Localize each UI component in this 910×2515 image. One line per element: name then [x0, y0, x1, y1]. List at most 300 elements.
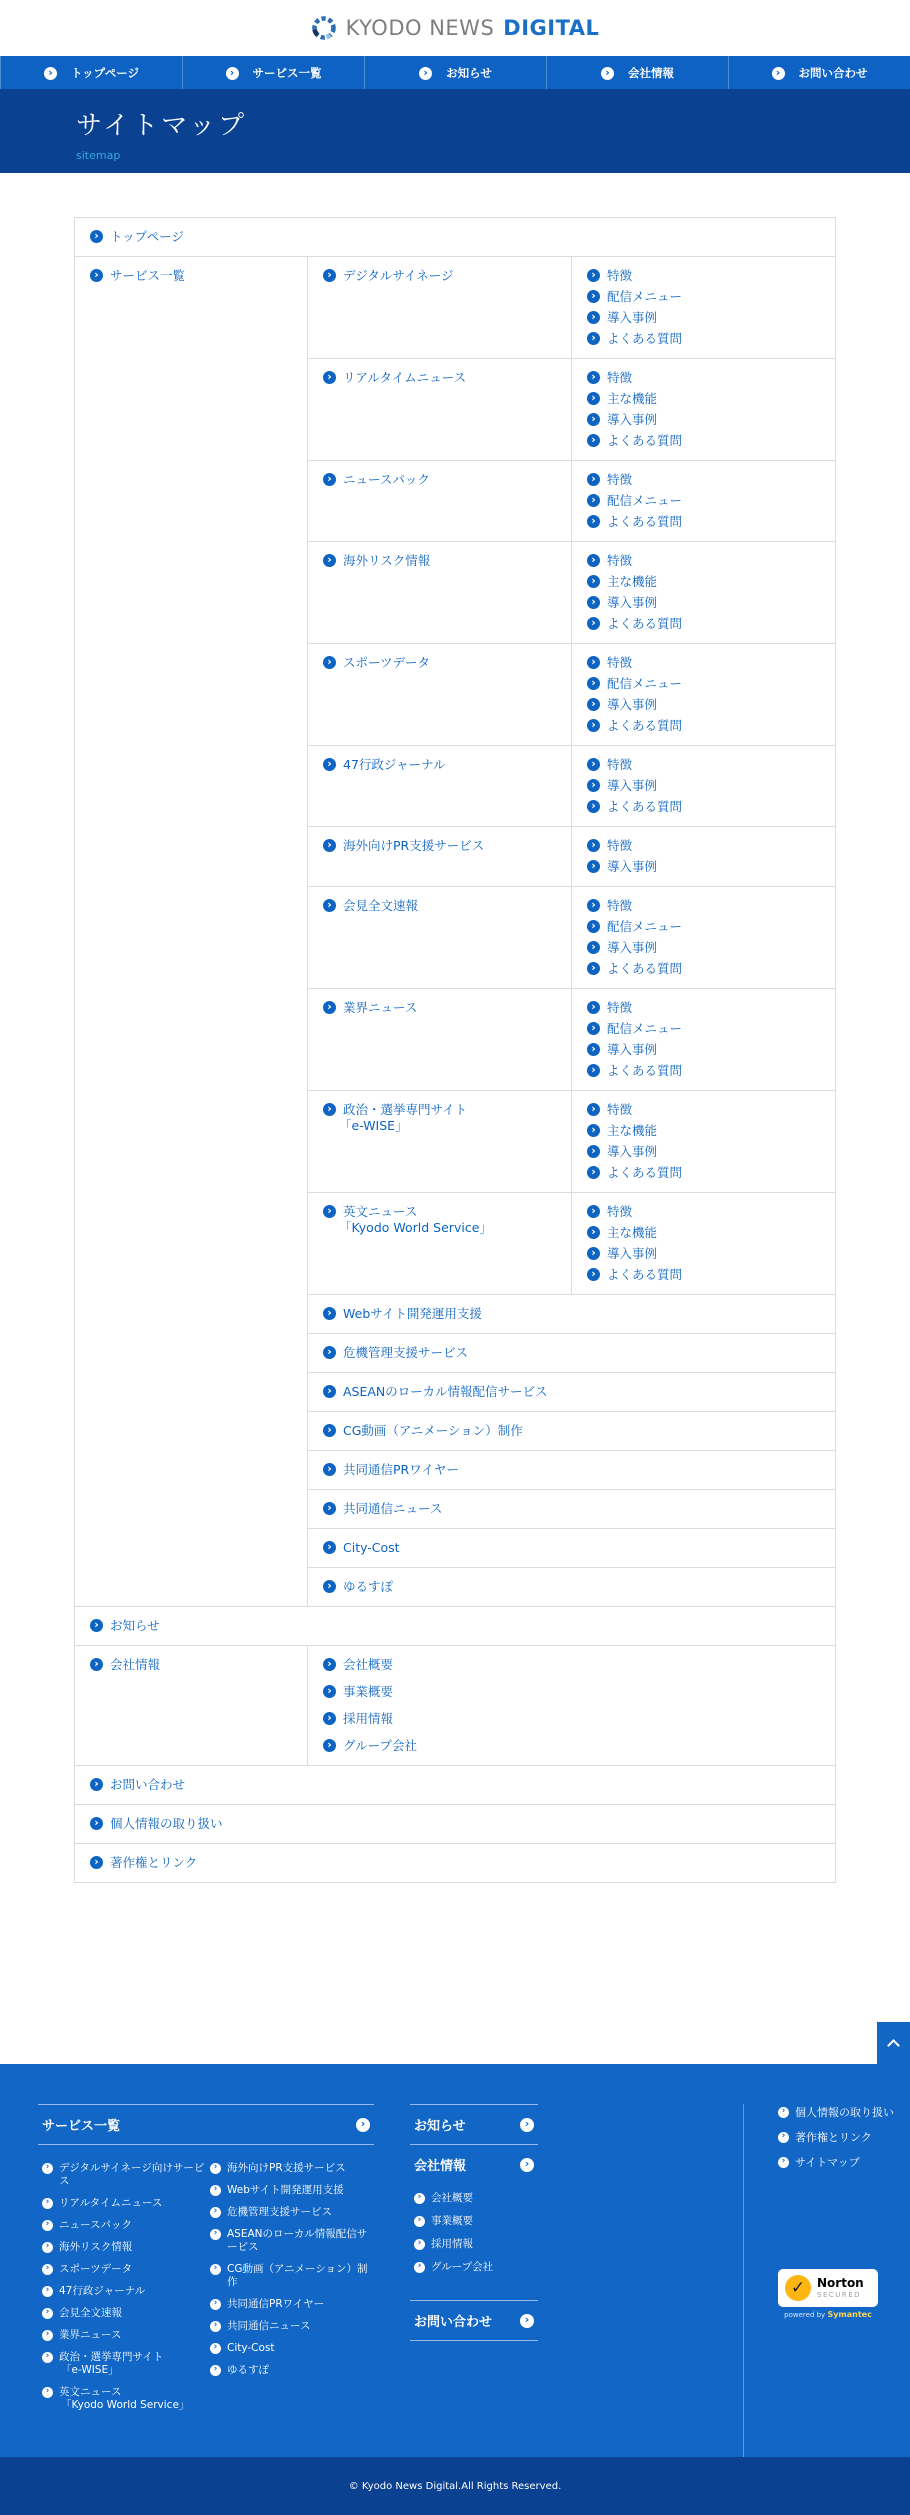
service-link[interactable]: [323, 757, 556, 773]
arrow-circle-icon: [587, 392, 600, 405]
privacy-link[interactable]: › 個人情報の取り扱い: [90, 1816, 820, 1832]
services-label-cell: [75, 257, 308, 1606]
arrow-circle-icon: [42, 2242, 53, 2253]
service-link[interactable]: [323, 1423, 820, 1439]
arrow-circle-icon: [42, 2352, 53, 2363]
service-sublinks-cell: [571, 746, 835, 826]
arrow-circle-icon: [587, 1145, 600, 1158]
service-label: ASEANのローカル情報配信サービス: [343, 1384, 548, 1399]
footer-services-list-1: [38, 2162, 206, 2421]
arrow-circle-icon: [323, 1580, 336, 1593]
footer-company-heading[interactable]: 会社情報 ›: [410, 2145, 538, 2184]
footer-service-link[interactable]: › 業界ニュース: [42, 2329, 206, 2342]
arrow-circle-icon: [42, 2163, 53, 2174]
footer-service-link[interactable]: › Webサイト開発運用支援: [210, 2184, 374, 2197]
service-name-cell: [308, 827, 571, 886]
footer-service-link[interactable]: › 会見全文速報: [42, 2307, 206, 2320]
service-sublinks-cell: [571, 1193, 835, 1294]
service-name-cell: [308, 746, 571, 826]
arrow-circle-icon: [323, 1541, 336, 1554]
footer-company-link[interactable]: › グループ会社: [414, 2261, 534, 2274]
footer-service-link[interactable]: › 英文ニュース 「Kyodo World Service」: [42, 2386, 206, 2412]
sitemap-row-top: [75, 218, 835, 256]
service-sublink[interactable]: › 特徴: [587, 1204, 632, 1220]
arrow-circle-icon: [587, 494, 600, 507]
arrow-circle-icon: [323, 1307, 336, 1320]
service-sublink[interactable]: › 導入事例: [587, 778, 657, 794]
service-name-cell: [308, 887, 571, 988]
arrow-circle-icon: [587, 656, 600, 669]
service-name-cell: [308, 359, 571, 460]
service-label: Webサイト開発運用支援: [343, 1306, 482, 1321]
service-name-cell: [308, 644, 571, 745]
footer-legal-link[interactable]: › 著作権とリンク: [778, 2131, 910, 2144]
service-sublink[interactable]: › 特徴: [587, 757, 632, 773]
service-name-cell: [308, 1490, 835, 1528]
arrow-circle-icon: [42, 2286, 53, 2297]
nav-item-label: トップページ: [71, 65, 139, 80]
footer-services-heading[interactable]: サービス一覧 ›: [38, 2104, 374, 2145]
service-sublink[interactable]: › よくある質問: [587, 514, 682, 530]
service-name-cell: [308, 1451, 835, 1489]
arrow-circle-icon: [323, 269, 336, 282]
service-sublink[interactable]: › よくある質問: [587, 718, 682, 734]
arrow-circle-icon: [587, 332, 600, 345]
service-label: 海外リスク情報: [343, 553, 431, 568]
footer-right-column: [743, 2104, 910, 2457]
contact-link[interactable]: › お問い合わせ: [90, 1777, 820, 1793]
arrow-circle-icon: [90, 1619, 103, 1632]
arrow-circle-icon: [587, 920, 600, 933]
arrow-circle-icon: [587, 473, 600, 486]
arrow-circle-icon: [323, 1205, 336, 1218]
arrow-circle-icon: [587, 962, 600, 975]
sitemap-table: [74, 217, 836, 1883]
arrow-circle-icon: [587, 1268, 600, 1281]
footer-service-link[interactable]: › 共同通信PRワイヤー: [210, 2298, 374, 2311]
service-sublink[interactable]: › 特徴: [587, 553, 632, 569]
service-sublinks-cell: [571, 989, 835, 1090]
arrow-circle-icon: [323, 1739, 336, 1752]
service-label: ゆるすぽ: [343, 1579, 394, 1594]
arrow-circle-icon: [323, 899, 336, 912]
service-label: 英文ニュース: [343, 1204, 418, 1219]
services-simple-list: [308, 1294, 835, 1606]
service-name-cell: [308, 257, 571, 358]
arrow-circle-icon: [44, 67, 57, 80]
service-row: [308, 358, 835, 460]
service-label: 共同通信ニュース: [343, 1501, 443, 1516]
nav-item[interactable]: [728, 56, 910, 89]
copyright-link[interactable]: › 著作権とリンク: [90, 1855, 820, 1871]
service-sublink[interactable]: › 主な機能: [587, 1225, 657, 1241]
service-sublink[interactable]: › 導入事例: [587, 697, 657, 713]
service-sublinks-cell: [571, 1091, 835, 1192]
service-sublink[interactable]: › よくある質問: [587, 1165, 682, 1181]
service-label: ニュースパック: [343, 472, 430, 487]
service-sublink[interactable]: › よくある質問: [587, 799, 682, 815]
service-label: リアルタイムニュース: [343, 370, 467, 385]
footer-legal-links: [778, 2106, 910, 2169]
norton-powered-by: powered by Symantec: [784, 2310, 872, 2319]
service-name-cell: [308, 1295, 835, 1333]
service-link[interactable]: [323, 1384, 820, 1400]
arrow-circle-icon: [778, 2132, 789, 2143]
service-row: [308, 643, 835, 745]
footer-services-list-2: [206, 2162, 374, 2421]
service-sublinks-cell: [571, 359, 835, 460]
news-link[interactable]: › お知らせ: [90, 1618, 820, 1634]
nav-item-label: サービス一覧: [252, 65, 322, 80]
footer-service-link[interactable]: › CG動画（アニメーション）制作: [210, 2263, 374, 2289]
service-row: [308, 1567, 835, 1606]
arrow-circle-icon: [414, 2239, 425, 2250]
footer-company-link[interactable]: › 事業概要: [414, 2215, 534, 2228]
footer-service-link[interactable]: › ASEANのローカル情報配信サービス: [210, 2228, 374, 2254]
service-label: 業界ニュース: [343, 1000, 418, 1015]
footer-news-heading[interactable]: お知らせ ›: [410, 2105, 538, 2144]
service-row: [308, 1295, 835, 1333]
arrow-circle-icon: [587, 698, 600, 711]
footer-service-link[interactable]: › 海外向けPR支援サービス: [210, 2162, 374, 2175]
footer-service-link[interactable]: › ニュースパック: [42, 2219, 206, 2232]
footer-contact-heading[interactable]: お問い合わせ ›: [410, 2301, 538, 2340]
service-sublink[interactable]: › よくある質問: [587, 961, 682, 977]
service-row: [308, 988, 835, 1090]
footer-service-link[interactable]: › 共同通信ニュース: [210, 2320, 374, 2333]
footer-service-link[interactable]: › ゆるすぽ: [210, 2364, 374, 2377]
service-link[interactable]: [323, 1540, 820, 1556]
arrow-circle-icon: [587, 1022, 600, 1035]
nav-item-label: お問い合わせ: [798, 65, 868, 80]
service-row: [308, 1192, 835, 1294]
service-sublink[interactable]: › 特徴: [587, 1102, 632, 1118]
service-label: City-Cost: [343, 1540, 400, 1555]
service-row: [308, 257, 835, 358]
arrow-circle-icon: [323, 371, 336, 384]
logo-text-kyodo-news: KYODO NEWS: [345, 16, 495, 40]
footer-service-link[interactable]: › デジタルサイネージ向けサービス: [42, 2162, 206, 2188]
copyright-bar: [0, 2457, 910, 2515]
arrow-circle-icon: [520, 2118, 534, 2132]
service-name-cell: [308, 1568, 835, 1606]
service-link[interactable]: [323, 1000, 556, 1016]
norton-secured-label: SECURED: [817, 2291, 862, 2299]
nav-item[interactable]: [182, 56, 364, 89]
service-link[interactable]: [323, 370, 556, 386]
service-sublink[interactable]: › よくある質問: [587, 1267, 682, 1283]
service-row: [308, 1090, 835, 1192]
service-label: 47行政ジャーナル: [343, 757, 446, 772]
arrow-circle-icon: [587, 1247, 600, 1260]
service-link[interactable]: [323, 838, 556, 854]
service-label: 政治・選挙専門サイト: [343, 1102, 468, 1117]
arrow-circle-icon: [587, 554, 600, 567]
arrow-circle-icon: [520, 2158, 534, 2172]
logo-ring-icon: [311, 15, 337, 41]
arrow-circle-icon: [587, 596, 600, 609]
service-sublink[interactable]: › 導入事例: [587, 595, 657, 611]
footer-legal-link[interactable]: › 個人情報の取り扱い: [778, 2106, 910, 2119]
footer-legal-link[interactable]: › サイトマップ: [778, 2156, 910, 2169]
service-sublink[interactable]: › よくある質問: [587, 433, 682, 449]
arrow-circle-icon: [587, 1064, 600, 1077]
footer-company-link[interactable]: › 採用情報: [414, 2238, 534, 2251]
arrow-circle-icon: [323, 1424, 336, 1437]
service-label: スポーツデータ: [343, 655, 431, 670]
arrow-circle-icon: [587, 800, 600, 813]
service-sublink[interactable]: › よくある質問: [587, 331, 682, 347]
footer-service-link[interactable]: › City-Cost: [210, 2342, 374, 2355]
logo-text-digital: DIGITAL: [503, 16, 600, 40]
arrow-circle-icon: [587, 311, 600, 324]
service-link[interactable]: [323, 1204, 556, 1236]
arrow-circle-icon: [587, 269, 600, 282]
arrow-circle-icon: [210, 2365, 221, 2376]
service-label: CG動画（アニメーション）制作: [343, 1423, 523, 1438]
nav-item[interactable]: [364, 56, 546, 89]
service-link[interactable]: [323, 1501, 820, 1517]
service-sublink[interactable]: › 配信メニュー: [587, 676, 682, 692]
footer-service-link[interactable]: › 政治・選挙専門サイト 「e-WISE」: [42, 2351, 206, 2377]
services-detailed-list: [308, 257, 835, 1294]
service-sublink[interactable]: › 主な機能: [587, 1123, 657, 1139]
service-sublink[interactable]: › 配信メニュー: [587, 289, 682, 305]
service-link[interactable]: [323, 268, 556, 284]
footer-service-link[interactable]: › 47行政ジャーナル: [42, 2285, 206, 2298]
arrow-circle-icon: [90, 230, 103, 243]
arrow-circle-icon: [587, 899, 600, 912]
services-cells: [308, 257, 835, 1606]
service-label-line2: 「e-WISE」: [339, 1118, 408, 1133]
arrow-circle-icon: [587, 1124, 600, 1137]
arrow-circle-icon: [323, 554, 336, 567]
service-sublink[interactable]: › 導入事例: [587, 1144, 657, 1160]
arrow-circle-icon: [587, 1166, 600, 1179]
arrow-circle-icon: [587, 758, 600, 771]
company-link[interactable]: › 会社情報: [90, 1657, 292, 1673]
arrow-circle-icon: [323, 1103, 336, 1116]
arrow-circle-icon: [210, 2264, 221, 2275]
arrow-circle-icon: [587, 617, 600, 630]
arrow-circle-icon: [356, 2118, 370, 2132]
service-row: [308, 1528, 835, 1567]
arrow-circle-icon: [323, 1463, 336, 1476]
service-label: 危機管理支援サービス: [343, 1345, 469, 1360]
arrow-circle-icon: [210, 2299, 221, 2310]
nav-item-label: お知らせ: [446, 65, 492, 80]
arrow-circle-icon: [323, 656, 336, 669]
footer-service-link[interactable]: › 海外リスク情報: [42, 2241, 206, 2254]
service-link[interactable]: [323, 553, 556, 569]
service-name-cell: [308, 1373, 835, 1411]
arrow-circle-icon: [587, 779, 600, 792]
sitemap-row-services: [75, 256, 835, 1606]
nav-item[interactable]: [546, 56, 728, 89]
arrow-circle-icon: [323, 1658, 336, 1671]
footer-service-link[interactable]: › スポーツデータ: [42, 2263, 206, 2276]
copyright-text: © Kyodo News Digital.All Rights Reserved.: [348, 2480, 562, 2492]
service-link[interactable]: [323, 898, 556, 914]
service-sublink[interactable]: › 導入事例: [587, 1246, 657, 1262]
footer-inner: [0, 2064, 910, 2457]
service-sublink[interactable]: › よくある質問: [587, 616, 682, 632]
spacer: [74, 1883, 836, 2064]
service-sublink[interactable]: › 特徴: [587, 898, 632, 914]
service-sublink[interactable]: › 特徴: [587, 472, 632, 488]
service-sublink[interactable]: › 配信メニュー: [587, 1021, 682, 1037]
arrow-circle-icon: [587, 1226, 600, 1239]
arrow-circle-icon: [323, 1001, 336, 1014]
arrow-circle-icon: [587, 371, 600, 384]
nav-item-label: 会社情報: [628, 65, 674, 80]
service-sublink[interactable]: › 配信メニュー: [587, 919, 682, 935]
footer-services-column: [38, 2104, 374, 2457]
sitemap-row-privacy: [75, 1804, 835, 1843]
footer-company-link[interactable]: › 会社概要: [414, 2192, 534, 2205]
company-label-cell: [75, 1646, 308, 1765]
service-row: [308, 826, 835, 886]
service-sublinks-cell: [571, 887, 835, 988]
service-name-cell: [308, 1091, 571, 1192]
service-name-cell: [308, 1334, 835, 1372]
service-link[interactable]: [323, 1306, 820, 1322]
service-link[interactable]: [323, 655, 556, 671]
service-sublink[interactable]: › 特徴: [587, 655, 632, 671]
scroll-to-top-button[interactable]: [877, 2022, 910, 2064]
arrow-circle-icon: [419, 67, 432, 80]
service-sublink[interactable]: › 特徴: [587, 370, 632, 386]
services-link[interactable]: › サービス一覧: [90, 268, 292, 284]
service-sublinks-cell: [571, 461, 835, 541]
arrow-circle-icon: [42, 2387, 53, 2398]
arrow-circle-icon: [90, 269, 103, 282]
service-link[interactable]: [323, 1462, 820, 1478]
service-sublink[interactable]: › 導入事例: [587, 1042, 657, 1058]
sitemap-row-company: [75, 1645, 835, 1765]
arrow-circle-icon: [587, 1103, 600, 1116]
service-sublink[interactable]: › 特徴: [587, 1000, 632, 1016]
arrow-circle-icon: [323, 758, 336, 771]
arrow-circle-icon: [323, 839, 336, 852]
norton-secured-seal[interactable]: [778, 2269, 878, 2319]
service-row: [308, 886, 835, 988]
service-link[interactable]: [323, 472, 556, 488]
nav-item[interactable]: [0, 56, 182, 89]
company-sublink[interactable]: › グループ会社: [323, 1738, 417, 1754]
service-row: [308, 541, 835, 643]
arrow-circle-icon: [90, 1778, 103, 1791]
arrow-circle-icon: [587, 575, 600, 588]
service-sublinks-cell: [571, 257, 835, 358]
service-sublink[interactable]: › 導入事例: [587, 859, 657, 875]
top-page-link[interactable]: › トップページ: [90, 229, 820, 245]
service-sublinks-cell: [571, 827, 835, 886]
site-footer: [0, 2064, 910, 2457]
arrow-circle-icon: [414, 2216, 425, 2227]
service-row: [308, 1489, 835, 1528]
service-name-cell: [308, 461, 571, 541]
main-nav: [0, 56, 910, 89]
service-link[interactable]: [323, 1345, 820, 1361]
service-sublinks-cell: [571, 644, 835, 745]
arrow-circle-icon: [587, 941, 600, 954]
service-sublink[interactable]: › 特徴: [587, 268, 632, 284]
footer-service-link[interactable]: › リアルタイムニュース: [42, 2197, 206, 2210]
service-label-line2: 「Kyodo World Service」: [339, 1220, 492, 1235]
service-row: [308, 1372, 835, 1411]
arrow-circle-icon: [42, 2220, 53, 2231]
arrow-circle-icon: [210, 2185, 221, 2196]
service-sublink[interactable]: › 導入事例: [587, 310, 657, 326]
arrow-circle-icon: [520, 2314, 534, 2328]
service-sublink[interactable]: › 主な機能: [587, 391, 657, 407]
arrow-circle-icon: [323, 1712, 336, 1725]
chevron-up-icon: [887, 2039, 900, 2052]
page-title-banner: [0, 89, 910, 173]
company-sublink[interactable]: › 事業概要: [323, 1684, 393, 1700]
service-sublink[interactable]: › 主な機能: [587, 574, 657, 590]
arrow-circle-icon: [587, 839, 600, 852]
arrow-circle-icon: [414, 2193, 425, 2204]
arrow-circle-icon: [90, 1817, 103, 1830]
service-sublinks-cell: [571, 542, 835, 643]
arrow-circle-icon: [210, 2321, 221, 2332]
arrow-circle-icon: [772, 67, 785, 80]
arrow-circle-icon: [587, 1043, 600, 1056]
arrow-circle-icon: [323, 1385, 336, 1398]
service-label: デジタルサイネージ: [343, 268, 454, 283]
site-logo[interactable]: [311, 15, 600, 41]
service-row: [308, 1450, 835, 1489]
service-sublink[interactable]: › 導入事例: [587, 412, 657, 428]
service-row: [308, 1333, 835, 1372]
norton-name: Norton: [817, 2276, 864, 2290]
service-label: 海外向けPR支援サービス: [343, 838, 485, 853]
sitemap-row-news: [75, 1606, 835, 1645]
arrow-circle-icon: [90, 1658, 103, 1671]
service-name-cell: [308, 1529, 835, 1567]
service-sublink[interactable]: › 導入事例: [587, 940, 657, 956]
service-label: 会見全文速報: [343, 898, 419, 913]
arrow-circle-icon: [42, 2330, 53, 2341]
arrow-circle-icon: [42, 2264, 53, 2275]
arrow-circle-icon: [601, 67, 614, 80]
footer-middle-column: [410, 2104, 538, 2457]
arrow-circle-icon: [323, 1346, 336, 1359]
service-sublink[interactable]: › よくある質問: [587, 1063, 682, 1079]
arrow-circle-icon: [587, 860, 600, 873]
arrow-circle-icon: [587, 1205, 600, 1218]
arrow-circle-icon: [587, 434, 600, 447]
arrow-circle-icon: [42, 2198, 53, 2209]
arrow-circle-icon: [210, 2343, 221, 2354]
company-sublink[interactable]: › 会社概要: [323, 1657, 393, 1673]
arrow-circle-icon: [778, 2157, 789, 2168]
service-link[interactable]: [323, 1102, 556, 1134]
arrow-circle-icon: [210, 2163, 221, 2174]
arrow-circle-icon: [587, 290, 600, 303]
service-sublink[interactable]: › 配信メニュー: [587, 493, 682, 509]
service-link[interactable]: [323, 1579, 820, 1595]
arrow-circle-icon: [210, 2207, 221, 2218]
service-sublink[interactable]: › 特徴: [587, 838, 632, 854]
footer-service-link[interactable]: › 危機管理支援サービス: [210, 2206, 374, 2219]
arrow-circle-icon: [42, 2308, 53, 2319]
company-sublink[interactable]: › 採用情報: [323, 1711, 393, 1727]
arrow-circle-icon: [323, 473, 336, 486]
service-row: [308, 460, 835, 541]
